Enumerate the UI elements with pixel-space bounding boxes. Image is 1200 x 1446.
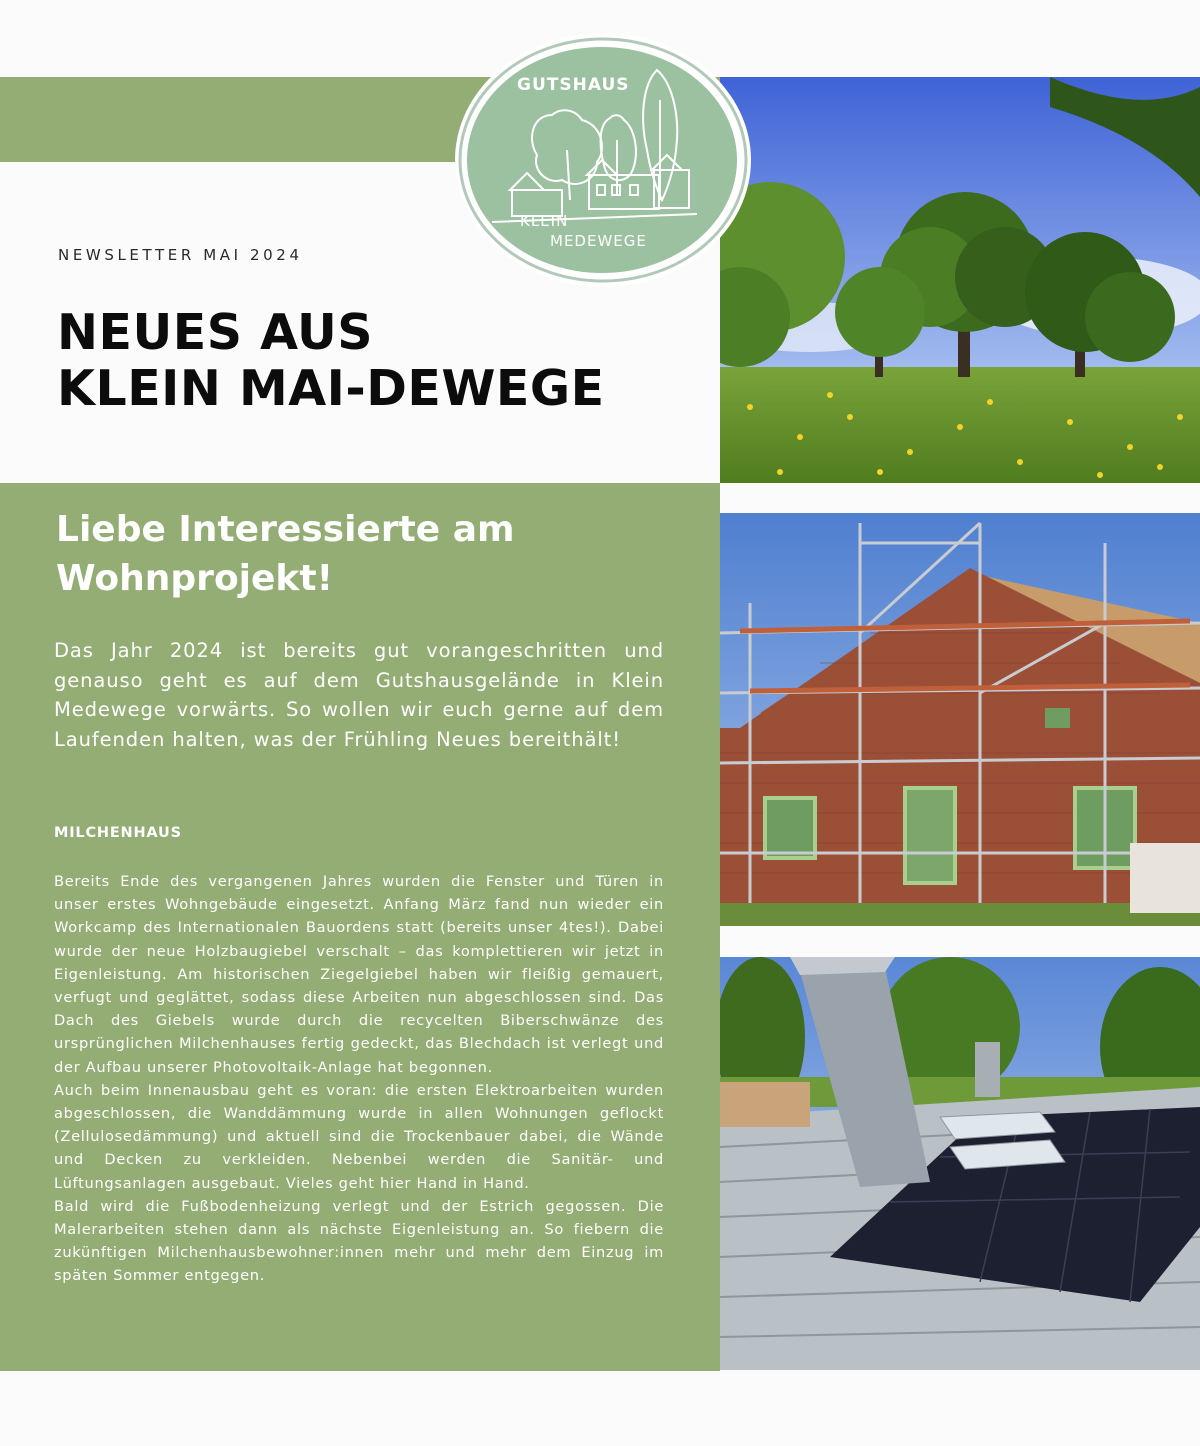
logo-text-2: KLEIN (520, 212, 569, 230)
newsletter-label: NEWSLETTER MAI 2024 (58, 246, 303, 264)
greeting-line-2: Wohnprojekt! (56, 558, 333, 599)
gutshaus-logo (452, 30, 754, 290)
title-line-1: NEUES AUS (57, 304, 374, 361)
body-paragraph: Bereits Ende des vergangenen Jahres wurden die Fenster und Türen in unser erstes Wohngebäude eingesetzt. Anfang März fand nun wieder ein Workcamp des Internationalen Bauordens statt (bereits unser 4tes!). Dabei wurde der neue Holzbaugiebel verschalt – das komplettieren wir jetzt in Eigenleistung. Am historischen Ziegelgiebel haben wir fleißig gemauert, verfugt und geglättet, sodass diese Arbeiten nun abgeschlossen sind. Das Dach des Giebels wurde durch die recycelten Biberschwänze des ursprünglichen Milchenhauses fertig gedeckt, das Blechdach ist verlegt und der Aufbau unserer Photovoltaik-Anlage hat begonnen. (54, 873, 664, 1076)
title-line-2: KLEIN MAI-DEWEGE (57, 360, 605, 417)
photo-solar-roof (720, 957, 1200, 1370)
photo-scaffolding-house (720, 513, 1200, 926)
section-body (54, 870, 664, 1288)
body-paragraph: Bald wird die Fußbodenheizung verlegt und der Estrich gegossen. Die Malerarbeiten stehen dann als nächste Eigenleistung an. So fiebern die zukünftigen Milchenhausbewohner:innen mehr und mehr dem Einzug im späten Sommer entgegen. (54, 1197, 664, 1285)
logo-text-3: MEDEWEGE (550, 232, 647, 250)
greeting-heading (56, 505, 696, 603)
intro-paragraph: Das Jahr 2024 ist bereits gut vorangeschritten und genauso geht es auf dem Gutshausgelände in Klein Medewege vorwärts. So wollen wir euch gerne auf dem Laufenden halten, was der Frühling Neues bereithält! (54, 639, 664, 751)
page-title (57, 305, 605, 417)
logo-text-1: GUTSHAUS (517, 75, 630, 95)
body-paragraph: Auch beim Innenausbau geht es voran: die ersten Elektroarbeiten wurden abgeschlossen, die Wanddämmung wurde in allen Wohnungen geflockt (Zellulosedämmung) und aktuell sind die Trockenbauer dabei, die Wände und Decken zu verkleiden. Nebenbei werden die Sanitär- und Lüftungsanlagen ausgebaut. Vieles geht hier Hand in Hand. (54, 1081, 664, 1192)
photo-meadow-trees (720, 77, 1200, 483)
greeting-line-1: Liebe Interessierte am (56, 509, 515, 550)
section-heading: MILCHENHAUS (54, 825, 182, 841)
